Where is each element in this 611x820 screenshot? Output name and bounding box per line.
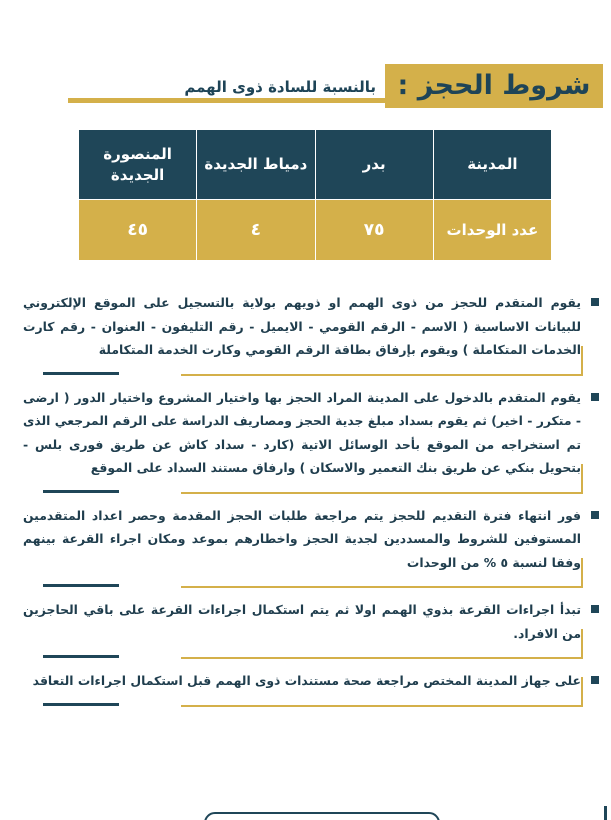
- separator: [23, 693, 599, 717]
- table-header-cell: بدر: [315, 130, 433, 200]
- table-header-row: [79, 130, 552, 200]
- separator: [23, 645, 599, 669]
- square-bullet-icon: [591, 676, 599, 684]
- list-item: [23, 386, 599, 480]
- list-item: [23, 504, 599, 575]
- table-row-label: عدد الوحدات: [433, 200, 551, 261]
- table-cell: ٤٥: [79, 200, 197, 261]
- list-item-text: تبدأ اجراءات القرعة بذوي الهمم اولا ثم يتم استكمال اجراءات القرعة على باقي الحاجزين من الافراد.: [23, 602, 581, 641]
- square-bullet-icon: [591, 605, 599, 613]
- table-cell: ٤: [197, 200, 315, 261]
- table-header-cell: المدينة: [433, 130, 551, 200]
- separator: [23, 362, 599, 386]
- list-item: [23, 598, 599, 645]
- footer-pill-decoration: [204, 812, 440, 820]
- list-item-text: يقوم المتقدم بالدخول على المدينة المراد الحجز بها واختيار المشروع واختيار الدور ( ارضى - متكرر - اخير) ثم يقوم بسداد مبلغ جدية الحجز ومصاريف الدراسة على الرقم المرجعي الذى تم استخراجه من الموقع بأحد الوسائل الاتية (كارد - سداد كاش عن طريق فورى بلس - بتحويل بنكي عن طريق بنك التعمير والاسكان ) وارفاق مستند السداد على الموقع: [23, 389, 581, 475]
- list-item-text: يقوم المتقدم للحجز من ذوى الهمم او ذويهم بولاية بالتسجيل على الموقع الإلكتروني للبيانات الاساسية ( الاسم - الرقم القومي - الايميل - رقم التليفون - العنوان - رقم كارت الخدمات المتكاملة ) ويقوم بإرفاق بطاقة الرقم القومي وكارت الخدمة المتكاملة: [23, 295, 581, 357]
- subtitle-underline: [68, 98, 386, 103]
- table-header-cell: المنصورة الجديدة: [79, 130, 197, 200]
- page-title: شروط الحجز :: [385, 64, 603, 108]
- list-item: [23, 291, 599, 362]
- square-bullet-icon: [591, 298, 599, 306]
- separator: [23, 574, 599, 598]
- list-item-text: فور انتهاء فترة التقديم للحجز يتم مراجعة طلبات الحجز المقدمة وحصر اعداد المتقدمين المستوفين للشروط والمسددين لجدية الحجز واخطارهم بموعد ومكان اجراء القرعة بينهم وفقا لنسبة ٥ % من الوحدات: [23, 507, 581, 570]
- square-bullet-icon: [591, 511, 599, 519]
- footer-bar-decoration: [604, 806, 607, 820]
- page-subtitle: بالنسبة للسادة ذوى الهمم: [184, 78, 376, 96]
- list-item: [23, 669, 599, 693]
- table-header-cell: دمياط الجديدة: [197, 130, 315, 200]
- table-cell: ٧٥: [315, 200, 433, 261]
- units-table: [78, 129, 552, 261]
- conditions-list: [23, 291, 599, 717]
- table-row: [79, 200, 552, 261]
- square-bullet-icon: [591, 393, 599, 401]
- separator: [23, 480, 599, 504]
- list-item-text: على جهاز المدينة المختص مراجعة صحة مستندات ذوى الهمم قبل استكمال اجراءات التعاقد: [32, 673, 581, 688]
